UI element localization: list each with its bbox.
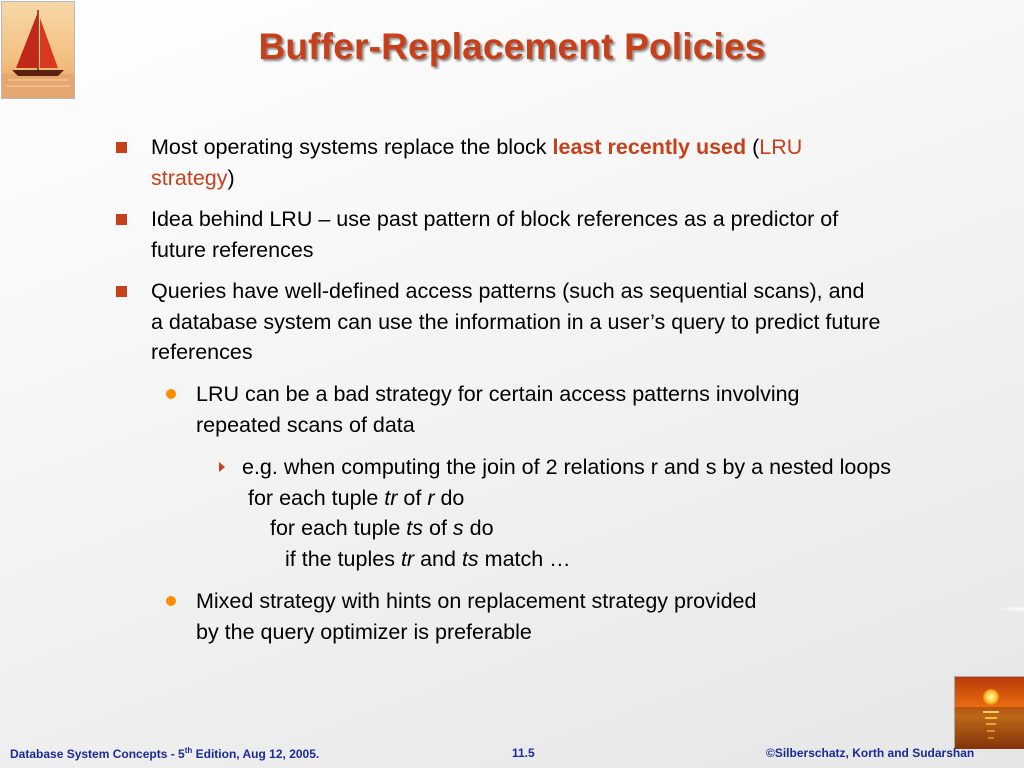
bullet-text: Queries have well-defined access patterns (such as sequential scans), and <box>151 279 865 303</box>
code-var: tr <box>400 547 415 571</box>
sub-bullet-item <box>196 586 956 647</box>
code-text: do <box>469 516 494 540</box>
bullet-text: references <box>151 340 253 364</box>
bullet-text: a database system can use the information in a user’s query to predict future <box>151 309 881 334</box>
highlight-text: least recently used <box>552 135 747 159</box>
bullet-text: LRU can be a bad strategy for certain access patterns involving <box>196 382 800 406</box>
bullet-text: Mixed strategy with hints on replacement strategy provided <box>196 589 757 613</box>
slide-title: Buffer-Replacement Policies <box>258 26 766 67</box>
code-text: for each tuple <box>270 516 401 540</box>
footer-book-title <box>10 746 319 761</box>
bullet-text: by the query optimizer is preferable <box>196 619 532 644</box>
bullet-text: Idea behind LRU – use past pattern of block references as a predictor of <box>151 207 839 231</box>
code-var: tr <box>384 486 398 510</box>
square-bullet-icon <box>116 286 127 297</box>
code-text: if the tuples <box>285 547 395 571</box>
footer-copyright: ©Silberschatz, Korth and Sudarshan <box>766 746 975 760</box>
sub-bullet-item <box>196 379 996 440</box>
bullet-text: repeated scans of data <box>196 412 415 437</box>
bullet-item <box>151 204 1021 265</box>
square-bullet-icon <box>116 142 127 153</box>
sub-sub-bullet-item <box>242 452 1022 483</box>
bullet-text: future references <box>151 237 314 262</box>
code-text: match … <box>484 547 571 571</box>
code-text: and <box>420 547 456 571</box>
code-text: of <box>428 516 447 540</box>
triangle-bullet-icon <box>219 462 225 472</box>
code-line-2 <box>270 513 494 543</box>
footer-sup: th <box>184 746 193 755</box>
code-line-3 <box>285 544 571 574</box>
slide-number: 11.5 <box>512 746 535 760</box>
code-text: do <box>440 486 465 510</box>
paren-open: ( <box>752 135 760 159</box>
bullet-item <box>151 132 1011 193</box>
sunset-image <box>954 676 1024 749</box>
code-line-1 <box>248 483 464 513</box>
strategy-link[interactable]: strategy <box>151 165 228 190</box>
bullet-text: Most operating systems replace the block <box>151 135 547 159</box>
circle-bullet-icon <box>166 389 176 399</box>
lru-link[interactable]: LRU <box>759 135 803 159</box>
code-var: ts <box>406 516 423 540</box>
footer-text: Database System Concepts - 5 <box>10 747 185 761</box>
circle-bullet-icon <box>166 596 176 606</box>
bullet-text: e.g. when computing the join of 2 relations r and s by a nested loops <box>242 455 891 479</box>
light-streak <box>994 606 1024 612</box>
code-var: r <box>427 486 435 510</box>
bullet-item <box>151 276 1024 368</box>
code-var: s <box>452 516 464 540</box>
code-text: for each tuple <box>248 486 379 510</box>
paren-close: ) <box>227 165 235 190</box>
square-bullet-icon <box>116 214 127 225</box>
code-var: ts <box>461 547 479 571</box>
footer-text: Edition, Aug 12, 2005. <box>192 747 320 761</box>
code-text: of <box>403 486 422 510</box>
